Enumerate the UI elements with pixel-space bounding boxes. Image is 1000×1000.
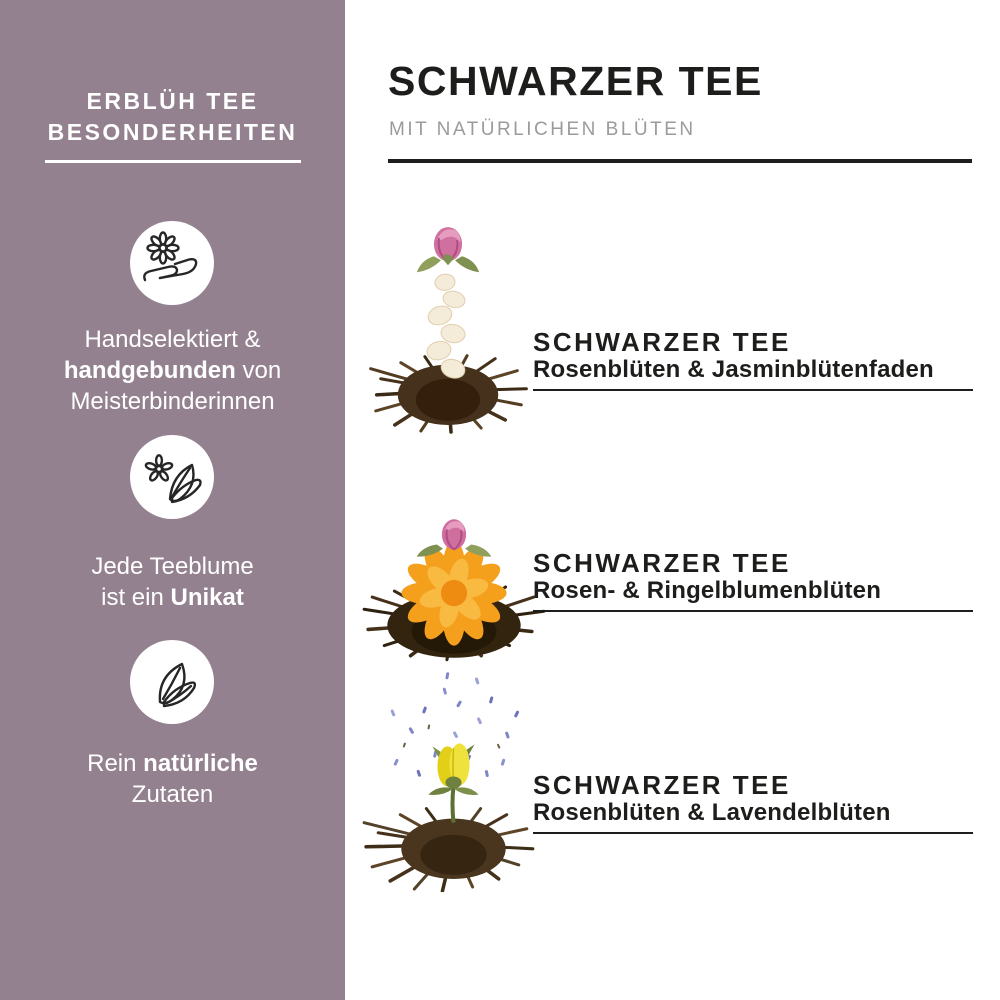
product-row <box>533 328 973 391</box>
feature-text-unique <box>10 551 335 613</box>
sidebar <box>0 0 345 1000</box>
product-rule <box>533 610 973 612</box>
rose-and-lavender-blooming-tea-image <box>356 666 552 892</box>
product-rule <box>533 389 973 391</box>
product-name: SCHWARZER TEE <box>533 327 791 357</box>
feature-line: Handselektiert & <box>84 326 261 353</box>
product-name: SCHWARZER TEE <box>533 548 791 578</box>
feature-line: Meisterbinderinnen <box>70 388 275 415</box>
sidebar-title-line2: BESONDERHEITEN <box>47 119 298 145</box>
feature-line: handgebunden von <box>63 357 282 384</box>
header-rule <box>388 159 972 163</box>
sidebar-title-line1: ERBLÜH TEE <box>86 88 259 114</box>
feature-line: Jede Teeblume <box>91 553 254 580</box>
hand-with-flower-icon <box>130 221 214 305</box>
product-variant: Rosenblüten & Lavendelblüten <box>533 799 891 826</box>
feature-line: Rein natürliche <box>87 750 258 777</box>
product-variant: Rosenblüten & Jasminblütenfaden <box>533 356 934 383</box>
feature-line: Zutaten <box>131 781 214 808</box>
product-name: SCHWARZER TEE <box>533 770 791 800</box>
sidebar-title <box>0 86 345 148</box>
rose-and-jasmine-blooming-tea-image <box>362 208 534 434</box>
page-title: SCHWARZER TEE <box>388 58 763 104</box>
feature-line: ist ein Unikat <box>101 584 244 611</box>
feature-text-handselected <box>10 324 335 417</box>
product-rule <box>533 832 973 834</box>
product-row <box>533 771 973 834</box>
rose-and-marigold-blooming-tea-image <box>358 502 550 674</box>
feature-text-natural <box>10 748 335 810</box>
flower-with-leaf-icon <box>130 435 214 519</box>
product-row <box>533 549 973 612</box>
sidebar-title-underline <box>45 160 301 163</box>
product-variant: Rosen- & Ringelblumenblüten <box>533 577 882 604</box>
two-leaves-icon <box>130 640 214 724</box>
page-subtitle: MIT NATÜRLICHEN BLÜTEN <box>389 119 696 140</box>
